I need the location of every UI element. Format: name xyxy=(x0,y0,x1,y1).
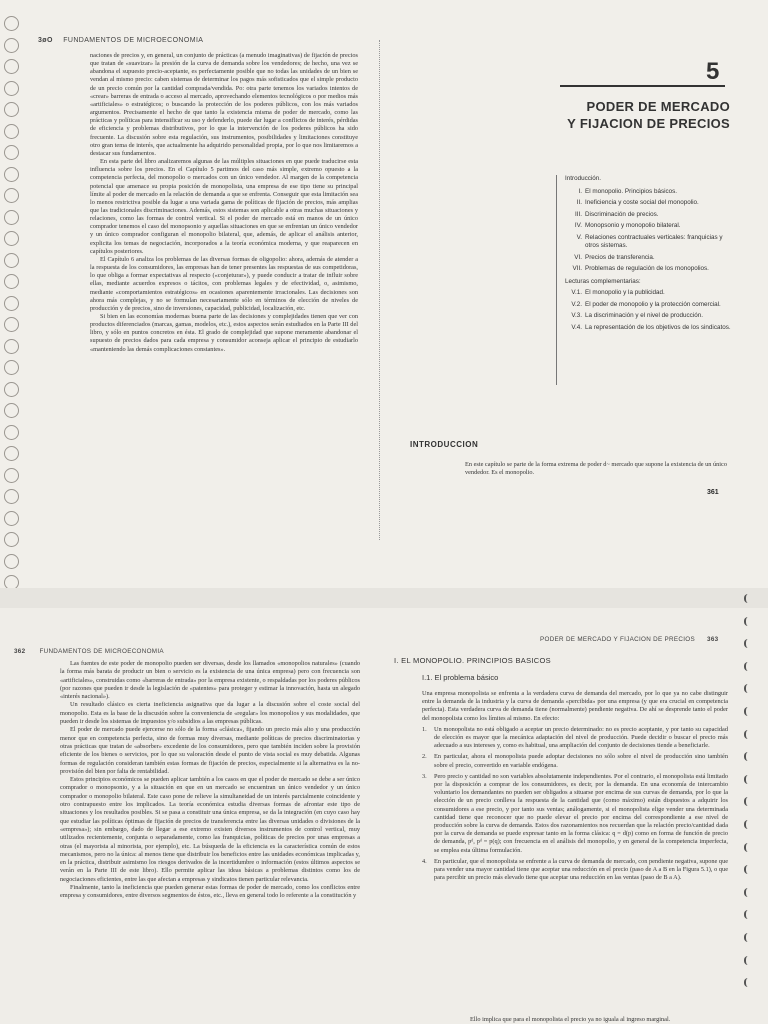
toc-item xyxy=(565,199,735,208)
binder-ring-mark xyxy=(744,752,752,761)
binder-ring-mark xyxy=(744,933,752,942)
chapter-title xyxy=(545,98,730,132)
binder-hole xyxy=(4,253,19,268)
body-paragraph: Estos principios económicos se pueden aplicar también a los casos en que el poder de mercado se debe a ser único comprador o monopsonio, y a la situación en que en un mercado se encuentran un único vendedor y un único comprador o monopolio bilateral. Este caso pone de relieve la simultaneidad de un interés parcialmente coincidente y otro contrapuesto entre los implicados. La teoría económica estudia diversas formas de afrontar este tipo de situaciones y los resultados posibles. Si se pasa a constituir una única empresa, se da la integración (en cuyo caso hay que estudiar las políticas óptimas de fijación de precios de transferencia entre las diversas unidades o divisiones de la «empresa»); sin embargo, dado de llegar a ese extremo existen diversos instrumentos de control vertical, muy utilizados recientemente, conjunta o separadamente, como las franquicias, políticas de precios por unas empresas a otras (el mayorista al minorista, por ejemplo), etc. La búsqueda de la eficiencia es la característica común de estos mecanismos, pero no la única: al menos tiene que distribuir los beneficios entre las unidades económicas implicadas y, en la práctica, distribuir asimismo los riesgos derivados de la incertidumbre o información (estos últimos aspectos se verán en la Parte III de este libro). Ello permite aplicar las ideas básicas a problemas distintos como los de negociaciones eficientes, entre las que afectan a empresas y sindicatos tienen particular relevancia. xyxy=(60,776,360,883)
item-number: V. xyxy=(576,233,582,241)
binder-hole xyxy=(4,425,19,440)
item-text: Pero precio y cantidad no son variables absolutamente independientes. Por el contrario, el monopolista está limitado por la disposición a comprar de los consumidores, es decir, por la demanda. En una economía de intercambio voluntario los demandantes no pueden ser obligados a situarse por encima de sus curvas de demanda, por lo que la elección de un precio conlleva la respuesta de la cantidad que (como máximo) están dispuestos a adquirir los consumidores a ese precio, y por tanto sus ventas; análogamente, si el monopolista elige vender una determinada cantidad tiene que reconocer que no puede elevar el precio por encima del correspondiente a ese nivel de producción sobre la curva de demanda. Estos dos razonamientos nos recuerdan que la relación precio/cantidad dada por la curva de demanda se puede expresar tanto en la forma clásica: q = d(p) como en forma de función de precio de demanda, pᵈ, pᵈ = p(q); con frecuencia en el análisis del monopolio, y en general de la competencia imperfecta, se emplea esta última formulación. xyxy=(434,772,728,854)
toc-intro: Introducción. xyxy=(565,175,602,182)
toc-item xyxy=(565,211,735,220)
list-item xyxy=(422,753,728,769)
item-number: IV. xyxy=(574,222,582,229)
binder-hole xyxy=(4,124,19,139)
chapter-contents xyxy=(556,175,735,385)
binder-ring-mark xyxy=(744,956,752,965)
list-item xyxy=(422,858,728,883)
binder-ring-mark xyxy=(744,843,752,852)
item-text: La representación de los objetivos de los sindicatos. xyxy=(585,323,731,331)
body-paragraph: Un resultado clásico es cierta ineficiencia asignativa que da lugar a la discusión sobre el coste social del monopolio. Esta es la base de la discusión sobre la conveniencia de «regular» los monopolios y sus modalidades, que pueden ir desde los sistemas de impuestos y/o subsidios a las empresas públicas. xyxy=(60,701,360,726)
item-number: VI. xyxy=(574,253,582,261)
bottom-right-column xyxy=(422,690,728,885)
binder-hole xyxy=(4,339,19,354)
right-running-head: PODER DE MERCADO Y FIJACION DE PRECIOS xyxy=(540,636,695,643)
page-gap xyxy=(0,588,768,608)
item-text: Un monopolista no está obligado a aceptar un precio determinado: no es precio aceptante, y por tanto su capacidad de elección es mayor que la mecánica adaptación del nivel de producción. Puede decidir o buscar el precio más adecuado a sus intereses y, como es habitual, una ampliación del conjunto de decisiones tiende a beneficiarle. xyxy=(434,725,728,750)
binder-hole xyxy=(4,468,19,483)
running-head-left xyxy=(38,37,203,44)
list-item xyxy=(422,773,728,855)
chapter-title-line1: PODER DE MERCADO xyxy=(586,99,730,114)
binder-hole xyxy=(4,575,19,588)
chapter-title-line2: Y FIJACION DE PRECIOS xyxy=(567,116,730,131)
item-text: El monopolio. Principios básicos. xyxy=(585,187,678,195)
binder-hole xyxy=(4,167,19,182)
item-number: V.2. xyxy=(571,300,582,308)
toc-lecturas-heading: Lecturas complementarias: xyxy=(565,277,641,285)
binder-ring-mark xyxy=(744,775,752,784)
binder-hole xyxy=(4,489,19,504)
binder-hole xyxy=(4,360,19,375)
binder-ring-mark xyxy=(744,684,752,693)
item-text: El poder de monopolio y la protección comercial. xyxy=(585,300,721,308)
binder-hole xyxy=(4,296,19,311)
chapter-number: 5 xyxy=(706,58,720,85)
binder-ring-mark xyxy=(744,888,752,897)
numbered-list xyxy=(422,726,728,883)
binder-ring-marks xyxy=(744,594,756,1001)
item-number: II. xyxy=(576,199,582,206)
binder-hole xyxy=(4,102,19,117)
binder-hole xyxy=(4,38,19,53)
running-head-title: FUNDAMENTOS DE MICROECONOMIA xyxy=(63,37,204,44)
toc-lecturas-items xyxy=(565,289,735,332)
binder-hole xyxy=(4,532,19,547)
binder-holes xyxy=(4,16,24,588)
binder-hole xyxy=(4,145,19,160)
item-number: VII. xyxy=(572,265,582,272)
left-running-head: FUNDAMENTOS DE MICROECONOMIA xyxy=(39,648,164,655)
item-text: En particular, ahora el monopolista puede adoptar decisiones no sólo sobre el nivel de producción sino también sobre el precio, convertido en variable endógena. xyxy=(434,753,728,769)
bottom-line xyxy=(470,1016,740,1024)
item-number: III. xyxy=(575,210,582,218)
binder-ring-mark xyxy=(744,820,752,829)
item-text: Precios de transferencia. xyxy=(585,253,655,261)
list-item xyxy=(422,726,728,751)
item-text: Monopsonio y monopolio bilateral. xyxy=(585,222,681,229)
item-text: En particular, que el monopolista se enfrente a la curva de demanda de mercado, con pendiente negativa, supone que para vender una mayor cantidad tiene que aceptar una reducción en el precio (paso de A a B en la Figura 5.1), o que para percibir un precio más elevado tiene que aceptar una reducción en las ventas (paso de B a A). xyxy=(434,857,729,882)
item-number: V.3. xyxy=(571,312,582,319)
toc-item xyxy=(565,222,735,231)
body-paragraph: naciones de precios y, en general, un conjunto de prácticas (a menudo imaginativas) de fijación de precios que tratan de «suavizar» la presión de la curva de demanda sobre los vendedores; de hecho, una vez se abandona el supuesto precio-aceptante, es perfectamente posible que no todas las unidades de un bien se vendan al mismo precio: caben sistemas de determinar los pagos más sofisticados que el simple producto de un precio común por la cantidad comprada/vendida. Po: otra parte tenemos los variados intentos de «crear» barreras de entrada o acceso al mercado, aprovechando elementos tecnológicos o por medios más «artificiales» o estratégicos; o buscando la protección de los poderes públicos, con los más variados argumentos. Precisamente el hecho de que tanto la existencia misma de poder de mercado, como las prácticas y políticas para intensificar su uso y defenderlo, puede dar lugar a conflictos de interés, pérdidas de eficiencia y problemas distributivos, por lo que la intervención de los poderes públicos ha sido frecuente. La discusión sobre esta regulación, sus instrumentos, posibilidades y limitaciones constituye otro gran tema de interés, que actualmente ha adquirido personalidad propia, por lo que nos limitaremos a destacar sus fundamentos. xyxy=(90,52,358,157)
binder-ring-mark xyxy=(744,730,752,739)
binder-hole xyxy=(4,16,19,31)
binding-fold xyxy=(379,40,384,540)
left-page-number: 362 xyxy=(14,648,26,655)
body-paragraph: Las fuentes de este poder de monopolio pueden ser diversas, desde los llamados «monopolios naturales» (cuando la forma más barata de producir un bien o servicio es la existencia de una única empresa) pero con frecuencia son «artificiales», construidas como «barreras de entrada» por la empresa existente, o respaldadas por los poderes públicos (por razones que pueden ir desde la legislación de «patentes» para proteger y estimar la innovación, hasta un alegado «interés nacional»). xyxy=(60,660,360,701)
right-page-number: 363 xyxy=(707,636,719,643)
binder-hole xyxy=(4,317,19,332)
toc-item xyxy=(565,324,735,333)
binder-hole xyxy=(4,188,19,203)
subsection-heading: I.1. El problema básico xyxy=(422,673,499,682)
introduction-heading: INTRODUCCION xyxy=(410,440,479,449)
item-text: La discriminación y el nivel de producción. xyxy=(585,312,703,319)
toc-item xyxy=(565,254,735,263)
item-number: 3. xyxy=(422,772,427,780)
binder-hole xyxy=(4,554,19,569)
binder-ring-mark xyxy=(744,639,752,648)
binder-hole xyxy=(4,511,19,526)
item-text: Ineficiencia y coste social del monopolio. xyxy=(585,199,699,206)
binder-hole xyxy=(4,274,19,289)
toc-item xyxy=(565,289,735,298)
item-number: V.1. xyxy=(571,289,582,296)
body-paragraph: El poder de mercado puede ejercerse no sólo de la forma «clásica», fijando un precio más alto y una producción menor que en competencia perfecta, sino de formas muy diversas, mediante políticas de precios discriminatorias y otras prácticas que tratan de «absorber» excedente de los consumidores, pero que también inciden sobre la provisión eficiente de los bienes o servicios, por lo que su valoración desde el punto de vista social es muy debatida. Algunas formas de regulación consideran también estas formas de fijación de precios, especialmente si la alternativa es la no-provisión del bien por falta de rentabilidad. xyxy=(60,726,360,775)
binder-ring-mark xyxy=(744,910,752,919)
body-paragraph: Si bien en las economías modernas buena parte de las decisiones y complejidades tienen que ver con productos diferenciados (marcas, gamas, modelos, etc.), estos aspectos serán estudiados en la Parte III del libro, y sólo en puntos concretos en ésta. El grado de complejidad que supone meramente abandonar el supuesto de precios dados para cada empresa y consumidor aconseja aplicar el principio de estudiarlo «manteniendo las demás complicaciones constantes». xyxy=(90,313,358,353)
left-body-column xyxy=(90,52,358,354)
binder-hole xyxy=(4,210,19,225)
toc-items xyxy=(565,188,735,274)
body-paragraph: Una empresa monopolista se enfrenta a la verdadera curva de demanda del mercado, por lo que ya no cabe distinguir entre la demanda de la industria y la curva de demanda «percibida» por una empresa (y que era crucial en competencia perfecta). Esta verdadera curva de demanda tiene (normalmente) pendiente negativa. De ahí se desprende tanto el poder del monopolista como los límites al mismo. En efecto: xyxy=(422,690,728,722)
body-paragraph: En esta parte del libro analizaremos algunas de las múltiples situaciones en que puede traducirse esta influencia sobre los precios. En el Capítulo 5 partimos del caso más simple, extremo opuesto a la competencia perfecta, del monopolio o mercados con un único vendedor. Al margen de la competencia potencial que amenace su propia posición de monopolista, una empresa de ese tipo tiene su principal límite al poder de mercado en la relación de demanda a que se enfrenta. Conseguir que esta limitación sea lo menos restrictiva posible da lugar a una variada gama de políticas de fijación de precios, más amplias que las tradicionales discriminaciones. Además, estos sistemas son aplicable a otras muchas situaciones y relaciones, como las formas de control vertical. Si el poder de mercado está en manos de un único comprador tenemos el caso del monopsonio y aquellas situaciones en que se enfrentan un único vendedor y un único comprador configuran el monopolio bilateral, que, además, de aplicar el análisis anterior, explicita los temas de negociación, incorporados a la teoría económica moderna, y que reaparecen en capítulos posteriores. xyxy=(90,158,358,255)
item-text: Relaciones contractuales verticales: franquicias y otros sistemas. xyxy=(585,233,723,249)
bottom-left-column xyxy=(60,660,360,901)
toc-item xyxy=(565,301,735,310)
item-number: 2. xyxy=(422,753,427,761)
running-head-number: 3øO xyxy=(38,37,53,44)
binder-ring-mark xyxy=(744,707,752,716)
item-text: El monopolio y la publicidad. xyxy=(585,289,665,296)
toc-item xyxy=(565,188,735,197)
binder-hole xyxy=(4,446,19,461)
running-head-left-bottom xyxy=(14,648,164,655)
body-paragraph: Ello implica que para el monopolista el precio ya no iguala al ingreso marginal. xyxy=(470,1016,671,1023)
binder-hole xyxy=(4,403,19,418)
item-text: Discriminación de precios. xyxy=(585,210,659,218)
binder-ring-mark xyxy=(744,617,752,626)
toc-item xyxy=(565,265,735,274)
item-number: V.4. xyxy=(571,323,582,331)
binder-ring-mark xyxy=(744,865,752,874)
binder-hole xyxy=(4,382,19,397)
page-number: 361 xyxy=(707,489,719,496)
item-text: Problemas de regulación de los monopolios. xyxy=(585,265,709,272)
binder-hole xyxy=(4,81,19,96)
binder-ring-mark xyxy=(744,662,752,671)
item-number: 4. xyxy=(422,857,427,865)
introduction-text: En este capítulo se parte de la forma extrema de poder d~ mercado que supone la existencia de un único vendedor. Es el monopolio. xyxy=(465,461,728,477)
binder-ring-mark xyxy=(744,797,752,806)
item-number: I. xyxy=(578,187,582,195)
toc-item xyxy=(565,312,735,321)
binder-ring-mark xyxy=(744,594,752,603)
chapter-rule xyxy=(560,85,725,87)
binder-ring-mark xyxy=(744,978,752,987)
section-heading: I. EL MONOPOLIO. PRINCIPIOS BASICOS xyxy=(394,656,551,665)
item-number: 1. xyxy=(422,725,427,733)
body-paragraph: Finalmente, tanto la ineficiencia que pueden generar estas formas de poder de mercado, como los conflictos entre empresa y consumidores, entre diversos segmentos de éstos, etc., lleva en general todo lo referente a la constitución y xyxy=(60,884,360,900)
running-head-right-bottom xyxy=(540,636,718,643)
binder-hole xyxy=(4,59,19,74)
body-paragraph: El Capítulo 6 analiza los problemas de las diversas formas de oligopolio: ahora, además de atender a la respuesta de los consumidores, las empresas han de tener presentes las respuestas de sus competidoras, lo que obliga a formar expectativas al respecto («conjeturar»), y puede conducir a tratar de influir sobre ellas, mediante acuerdos expresos o tácitos, con problemas legales y de efectividad, o, asimismo, mediante «comportamientos estratégicos» en ocasiones aparentemente irracionales. Las decisiones son ahora más complejas, y no se formulan necesariamente sólo en términos de elección de niveles de producción y de precios, sino de inversiones, capacidad, publicidad, localización, etc. xyxy=(90,255,358,312)
toc-item xyxy=(565,234,735,251)
binder-hole xyxy=(4,231,19,246)
